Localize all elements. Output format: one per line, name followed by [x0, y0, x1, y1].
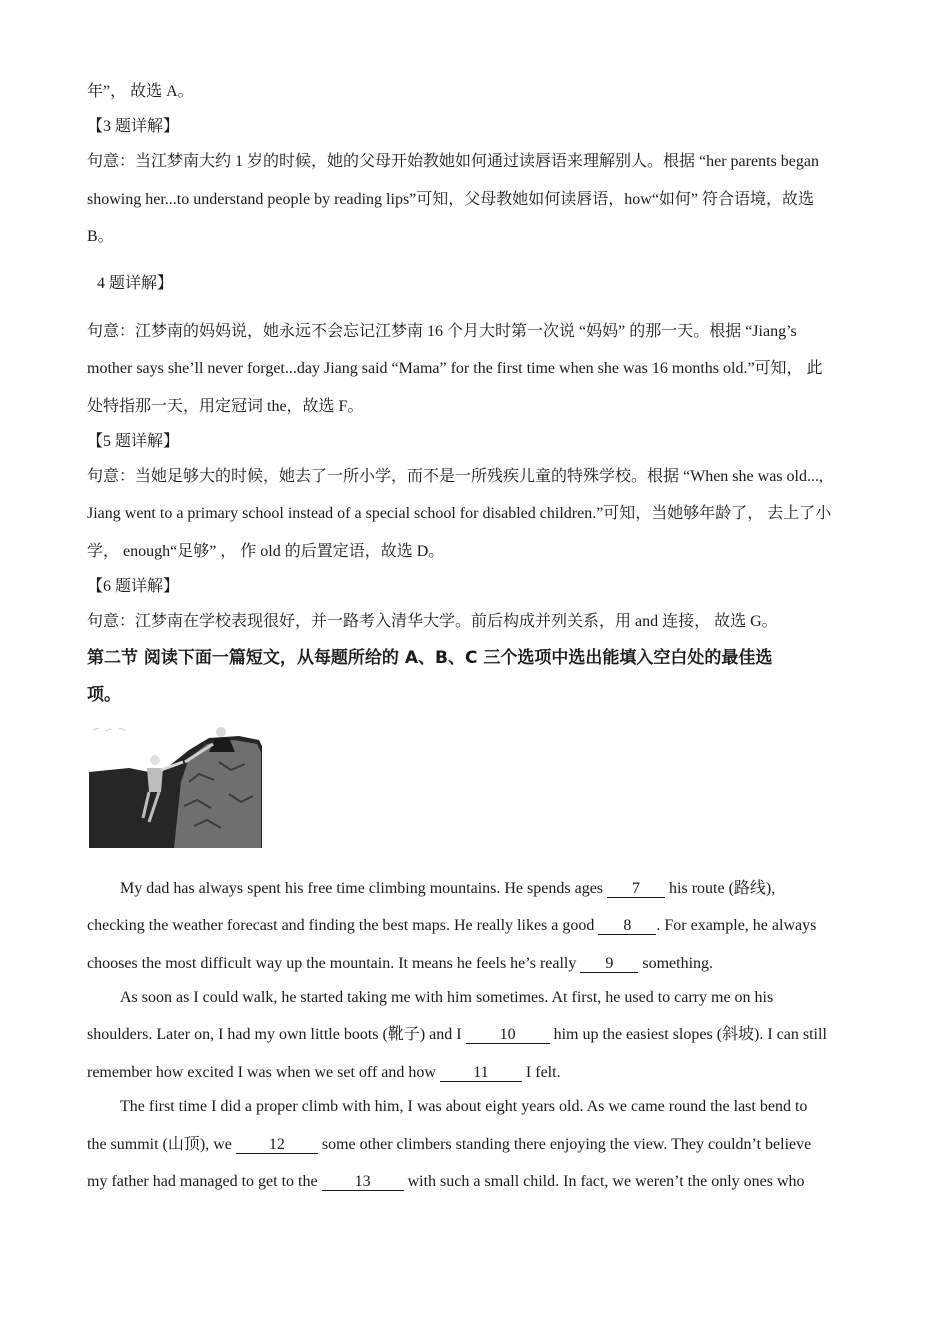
blank-12[interactable]: 12	[236, 1136, 318, 1154]
passage-line: The first time I did a proper climb with him, I was about eight years old. As we came round the last bend to	[120, 1098, 808, 1115]
passage-text: I felt.	[525, 1064, 561, 1081]
passage-text: with such a small child. In fact, we weren’t the only ones who	[407, 1173, 805, 1190]
passage-line	[87, 1172, 805, 1192]
q6-text-line: 句意：江梦南在学校表现很好，并一路考入清华大学。前后构成并列关系，用 and 连接， 故选 G。	[87, 613, 778, 630]
climbing-photo	[89, 722, 262, 848]
q3-text-line: 句意：当江梦南大约 1 岁的时候，她的父母开始教她如何通过读唇语来理解别人。根据 “her parents began	[87, 153, 819, 170]
q4-header: 4 题详解】	[97, 275, 174, 292]
blank-8[interactable]: 8	[598, 917, 656, 935]
q6-header: 【6 题详解】	[87, 578, 180, 595]
blank-9[interactable]: 9	[580, 955, 638, 973]
passage-text: . For example, he always	[656, 917, 817, 934]
blank-11[interactable]: 11	[440, 1064, 522, 1082]
section-heading-continued: 项。	[87, 685, 121, 705]
passage-line	[87, 916, 816, 936]
passage-text: chooses the most difficult way up the mountain. It means he feels he’s really	[87, 955, 577, 972]
passage-line: As soon as I could walk, he started taking me with him sometimes. At first, he used to carry me on his	[120, 989, 774, 1006]
q5-text-line: Jiang went to a primary school instead of a special school for disabled children.”可知，当她够年龄了， 去上了小	[87, 505, 832, 522]
q3-text-line: showing her...to understand people by reading lips”可知，父母教她如何读唇语，how“如何” 符合语境，故选	[87, 191, 815, 208]
passage-text: my father had managed to get to the	[87, 1173, 318, 1190]
q2-answer-tail: 年”， 故选 A。	[87, 83, 194, 100]
q4-text-line: mother says she’ll never forget...day Jiang said “Mama” for the first time when she was 16 months old.”可知， 此	[87, 360, 823, 377]
blank-13[interactable]: 13	[322, 1173, 404, 1191]
passage-text: the summit (山顶), we	[87, 1136, 232, 1153]
q3-header: 【3 题详解】	[87, 118, 180, 135]
passage-line	[87, 1063, 561, 1083]
blank-10[interactable]: 10	[466, 1026, 550, 1044]
passage-text: some other climbers standing there enjoying the view. They couldn’t believe	[321, 1136, 812, 1153]
passage-text: his route (路线),	[669, 880, 776, 897]
q4-text-line: 句意：江梦南的妈妈说，她永远不会忘记江梦南 16 个月大时第一次说 “妈妈” 的那一天。根据 “Jiang’s	[87, 323, 797, 340]
passage-line	[87, 954, 713, 974]
passage-text: shoulders. Later on, I had my own little boots (靴子) and I	[87, 1026, 462, 1043]
passage-text: remember how excited I was when we set off and how	[87, 1064, 436, 1081]
q5-text-line: 学， enough“足够” ， 作 old 的后置定语，故选 D。	[87, 543, 445, 560]
q5-header: 【5 题详解】	[87, 433, 180, 450]
blank-7[interactable]: 7	[607, 880, 665, 898]
q4-text-line: 处特指那一天，用定冠词 the，故选 F。	[87, 398, 364, 415]
passage-text: something.	[642, 955, 714, 972]
passage-text: My dad has always spent his free time climbing mountains. He spends ages	[120, 880, 604, 897]
passage-text: checking the weather forecast and finding the best maps. He really likes a good	[87, 917, 595, 934]
section-heading: 第二节 阅读下面一篇短文，从每题所给的 A、B、C 三个选项中选出能填入空白处的最佳选	[87, 648, 773, 668]
passage-line	[87, 1135, 811, 1155]
q5-text-line: 句意：当她足够大的时候，她去了一所小学，而不是一所残疾儿童的特殊学校。根据 “When she was old...,	[87, 468, 823, 485]
passage-line	[120, 879, 775, 899]
passage-text: him up the easiest slopes (斜坡). I can still	[553, 1026, 827, 1043]
passage-line	[87, 1025, 827, 1045]
q3-text-line: B。	[87, 228, 114, 245]
